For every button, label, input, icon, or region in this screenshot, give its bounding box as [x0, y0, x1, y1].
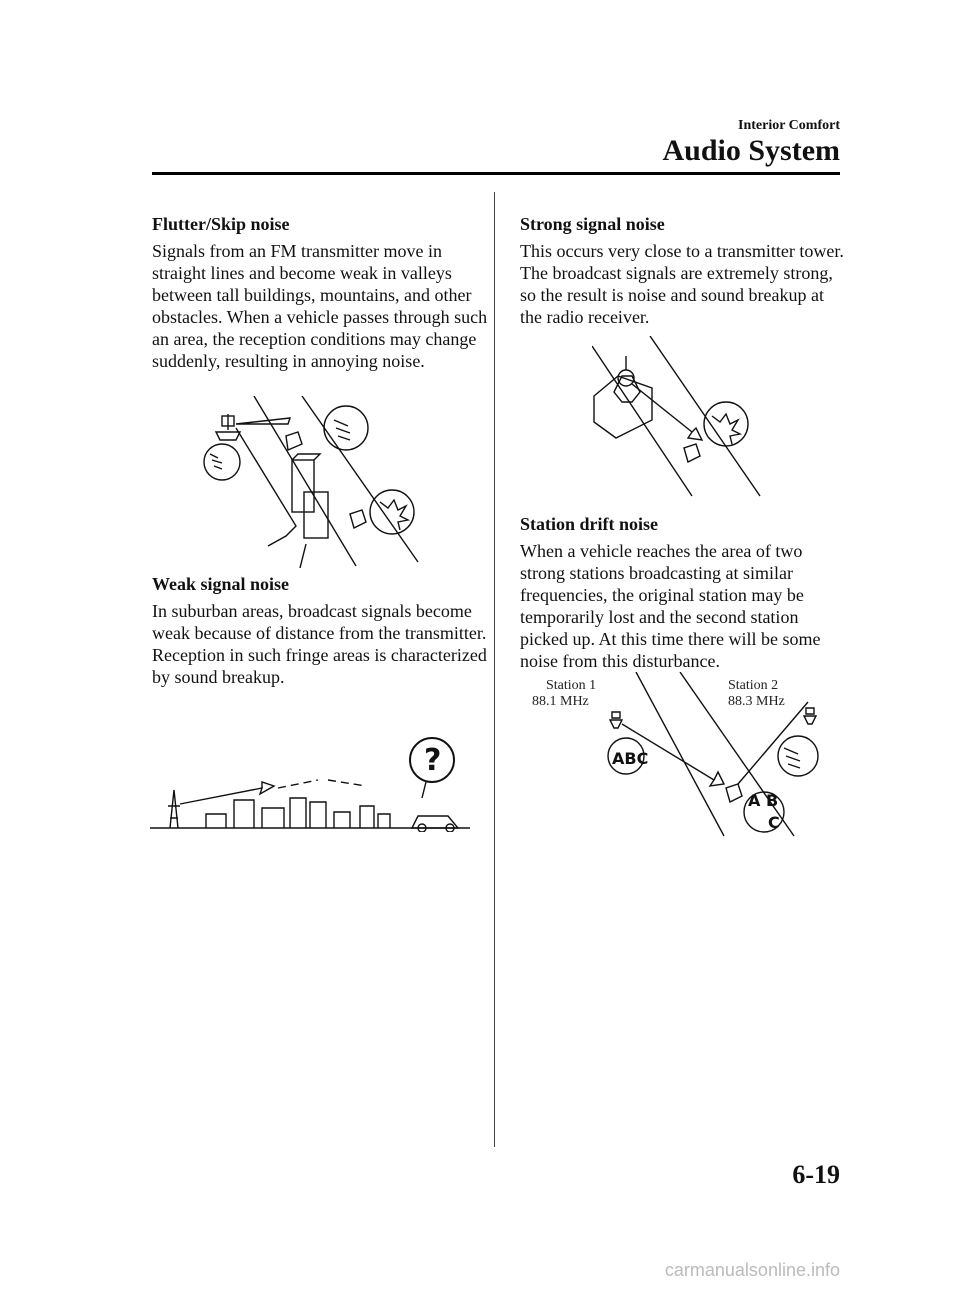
column-divider	[494, 192, 495, 1147]
header-section-label: Interior Comfort	[738, 118, 840, 133]
weak-signal-body: In suburban areas, broadcast signals become weak because of distance from the transmitter. Reception in such fringe areas is characterized by sound breakup.	[152, 601, 487, 687]
header-rule	[152, 172, 840, 175]
station-drift-illustration	[598, 672, 828, 840]
weak-signal-illustration	[150, 728, 470, 832]
strong-signal-body: This occurs very close to a transmitter tower. The broadcast signals are extremely strong, so the result is noise and sound breakup at the radio receiver.	[520, 241, 844, 327]
flutter-skip-title: Flutter/Skip noise	[152, 214, 290, 234]
svg-text:?: ?	[424, 743, 442, 778]
strong-signal-illustration	[592, 336, 772, 500]
flutter-skip-illustration	[196, 396, 436, 568]
station2-name: Station 2	[728, 678, 779, 693]
station1-name: Station 1	[546, 678, 597, 693]
flutter-skip-body: Signals from an FM transmitter move in straight lines and become weak in valleys between tall buildings, mountains, and other obstacles. When a vehicle passes through such an area, the reception conditions may change suddenly, resulting in annoying noise.	[152, 241, 488, 371]
svg-text:C: C	[768, 813, 780, 832]
watermark: carmanualsonline.info	[664, 1260, 840, 1280]
station2-frequency: 88.3 MHz	[728, 694, 785, 709]
svg-text:A B: A B	[748, 791, 779, 810]
station-drift-body: When a vehicle reaches the area of two strong stations broadcasting at similar frequencies, the original station may be temporarily lost and the second station picked up. At this time there will be some noise from this disturbance.	[520, 541, 821, 671]
header-chapter-title: Audio System	[662, 134, 840, 167]
station1-frequency: 88.1 MHz	[532, 694, 589, 709]
strong-signal-title: Strong signal noise	[520, 214, 665, 234]
weak-signal-title: Weak signal noise	[152, 574, 290, 594]
svg-text:ABC: ABC	[612, 749, 649, 768]
station-drift-title: Station drift noise	[520, 514, 659, 534]
page-number: 6-19	[792, 1160, 840, 1189]
